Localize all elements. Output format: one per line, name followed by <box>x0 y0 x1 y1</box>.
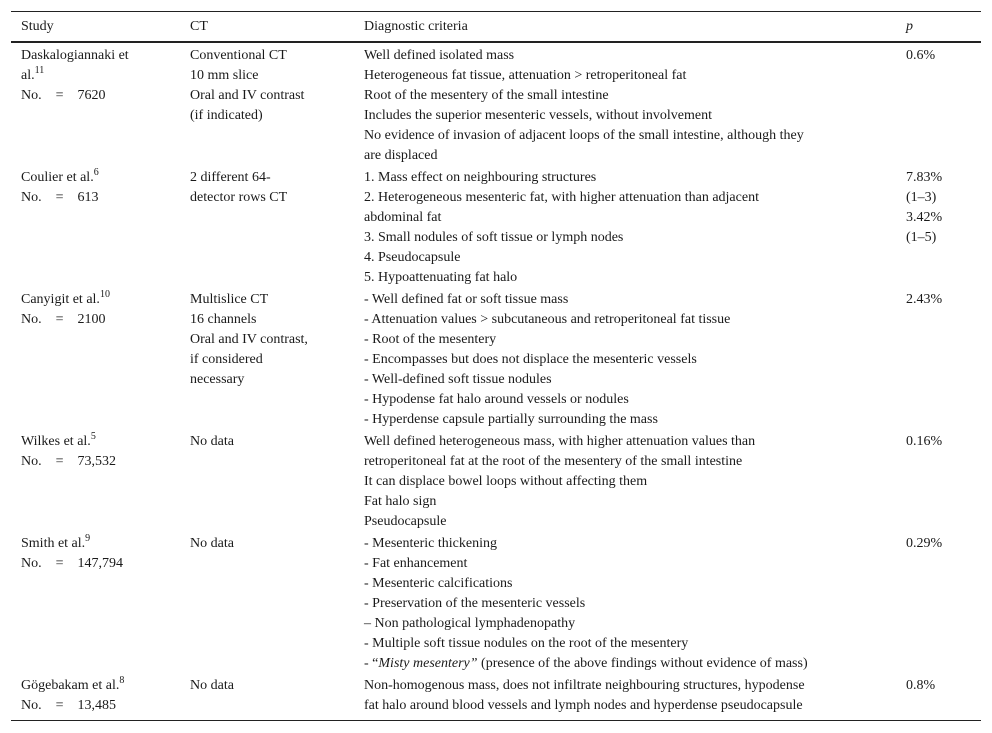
criteria-cell <box>364 168 874 288</box>
header-study: Study <box>21 19 54 34</box>
sample-size: No. = 73,532 <box>21 454 117 469</box>
reference-superscript: 5 <box>90 431 96 442</box>
p-cell <box>906 168 976 248</box>
ct-line: Multislice CT <box>190 292 269 307</box>
ct-cell <box>190 168 350 208</box>
criteria-line: Well defined isolated mass <box>364 48 515 63</box>
ct-line: 16 channels <box>190 312 257 327</box>
sample-size: No. = 613 <box>21 190 99 205</box>
criteria-line: It can displace bowel loops without affecting them <box>364 474 648 489</box>
study-cell <box>21 676 181 716</box>
criteria-line: Well defined heterogeneous mass, with higher attenuation values than <box>364 434 756 449</box>
ct-line: Oral and IV contrast <box>190 88 305 103</box>
study-name: Coulier et al.$^6$ <box>21 167 99 185</box>
p-value: 0.6% <box>906 48 936 63</box>
criteria-line: Includes the superior mesenteric vessels, without involvement <box>364 108 712 123</box>
study-name: al.$^{11}$ <box>21 65 45 83</box>
criteria-line: – Non pathological lymphadenopathy <box>364 616 576 631</box>
ct-line: 2 different 64- <box>190 170 271 185</box>
criteria-line: - Preservation of the mesenteric vessels <box>364 596 586 611</box>
study-name: Gögebakam et al.$^8$ <box>21 675 125 693</box>
p-cell <box>906 432 976 452</box>
criteria-cell <box>364 290 874 430</box>
criteria-line: - Hyperdense capsule partially surrounding the mass <box>364 412 658 427</box>
criteria-line: Root of the mesentery of the small intestine <box>364 88 609 103</box>
criteria-line: fat halo around blood vessels and lymph nodes and hyperdense pseudocapsule <box>364 698 803 713</box>
ct-cell <box>190 46 350 126</box>
ct-line: necessary <box>190 372 245 387</box>
reference-superscript: 10 <box>99 289 110 300</box>
ct-cell <box>190 534 350 554</box>
criteria-line: - Mesenteric calcifications <box>364 576 513 591</box>
header-ct: CT <box>190 19 208 34</box>
reference-superscript: 9 <box>85 533 91 544</box>
sample-size: No. = 2100 <box>21 312 106 327</box>
ct-line: detector rows CT <box>190 190 288 205</box>
criteria-line: - Multiple soft tissue nodules on the root of the mesentery <box>364 636 689 651</box>
ct-line: 10 mm slice <box>190 68 259 83</box>
criteria-line: 5. Hypoattenuating fat halo <box>364 270 518 285</box>
ct-line: Conventional CT <box>190 48 287 63</box>
criteria-line: - Attenuation values > subcutaneous and retroperitoneal fat tissue <box>364 312 731 327</box>
sample-size: No. = 13,485 <box>21 698 117 713</box>
ct-line: if considered <box>190 352 263 367</box>
criteria-line: Non-homogenous mass, does not infiltrate neighbouring structures, hypodense <box>364 678 805 693</box>
criteria-line: No evidence of invasion of adjacent loops of the small intestine, although they <box>364 128 804 143</box>
sample-size: No. = 147,794 <box>21 556 124 571</box>
table-header-rule <box>11 41 981 43</box>
p-value: (1–3) <box>906 190 937 205</box>
criteria-line: - Fat enhancement <box>364 556 468 571</box>
criteria-line: Pseudocapsule <box>364 514 447 529</box>
p-cell <box>906 46 976 66</box>
criteria-cell <box>364 676 874 716</box>
study-cell <box>21 290 181 330</box>
reference-superscript: 8 <box>119 675 125 686</box>
criteria-line: - Hypodense fat halo around vessels or nodules <box>364 392 629 407</box>
p-cell <box>906 534 976 554</box>
p-value: (1–5) <box>906 230 937 245</box>
ct-cell <box>190 676 350 696</box>
criteria-line: are displaced <box>364 148 438 163</box>
p-value: 0.8% <box>906 678 936 693</box>
criteria-line: - Mesenteric thickening <box>364 536 497 551</box>
criteria-cell <box>364 432 874 532</box>
criteria-line: - Encompasses but does not displace the mesenteric vessels <box>364 352 697 367</box>
criteria-line: Fat halo sign <box>364 494 437 509</box>
study-name: Smith et al.$^9$ <box>21 533 91 551</box>
criteria-cell <box>364 534 874 674</box>
study-name: Canyigit et al.$^{10}$ <box>21 289 110 307</box>
reference-superscript: 11 <box>34 65 45 76</box>
ct-cell <box>190 290 350 390</box>
study-cell <box>21 432 181 472</box>
criteria-cell <box>364 46 874 166</box>
criteria-line: 2. Heterogeneous mesenteric fat, with higher attenuation than adjacent <box>364 190 759 205</box>
criteria-line: retroperitoneal fat at the root of the mesentery of the small intestine <box>364 454 743 469</box>
criteria-line: 4. Pseudocapsule <box>364 250 461 265</box>
p-value: 2.43% <box>906 292 943 307</box>
p-value: 0.29% <box>906 536 943 551</box>
criteria-line: 1. Mass effect on neighbouring structures <box>364 170 597 185</box>
study-cell <box>21 534 181 574</box>
table-bottom-rule <box>11 720 981 721</box>
criteria-line: 3. Small nodules of soft tissue or lymph nodes <box>364 230 624 245</box>
ct-line: No data <box>190 678 234 693</box>
p-cell <box>906 290 976 310</box>
p-value: 0.16% <box>906 434 943 449</box>
sample-size: No. = 7620 <box>21 88 106 103</box>
criteria-line: Heterogeneous fat tissue, attenuation > retroperitoneal fat <box>364 68 687 83</box>
p-cell <box>906 676 976 696</box>
study-name: Wilkes et al.$^5$ <box>21 431 96 449</box>
table-top-rule <box>11 11 981 12</box>
reference-superscript: 6 <box>93 167 99 178</box>
ct-line: (if indicated) <box>190 108 263 123</box>
ct-cell <box>190 432 350 452</box>
header-criteria: Diagnostic criteria <box>364 19 468 34</box>
p-value: 3.42% <box>906 210 943 225</box>
criteria-line: abdominal fat <box>364 210 442 225</box>
ct-line: No data <box>190 434 234 449</box>
study-cell <box>21 46 181 106</box>
header-p: p <box>906 19 913 34</box>
p-value: 7.83% <box>906 170 943 185</box>
study-name: Daskalogiannaki et <box>21 48 129 63</box>
study-cell <box>21 168 181 208</box>
criteria-line: - Well-defined soft tissue nodules <box>364 372 552 387</box>
criteria-line: - Well defined fat or soft tissue mass <box>364 292 569 307</box>
ct-line: No data <box>190 536 234 551</box>
criteria-line: - “Misty mesentery” (presence of the above findings without evidence of mass) <box>364 656 808 671</box>
criteria-line: - Root of the mesentery <box>364 332 497 347</box>
ct-line: Oral and IV contrast, <box>190 332 308 347</box>
